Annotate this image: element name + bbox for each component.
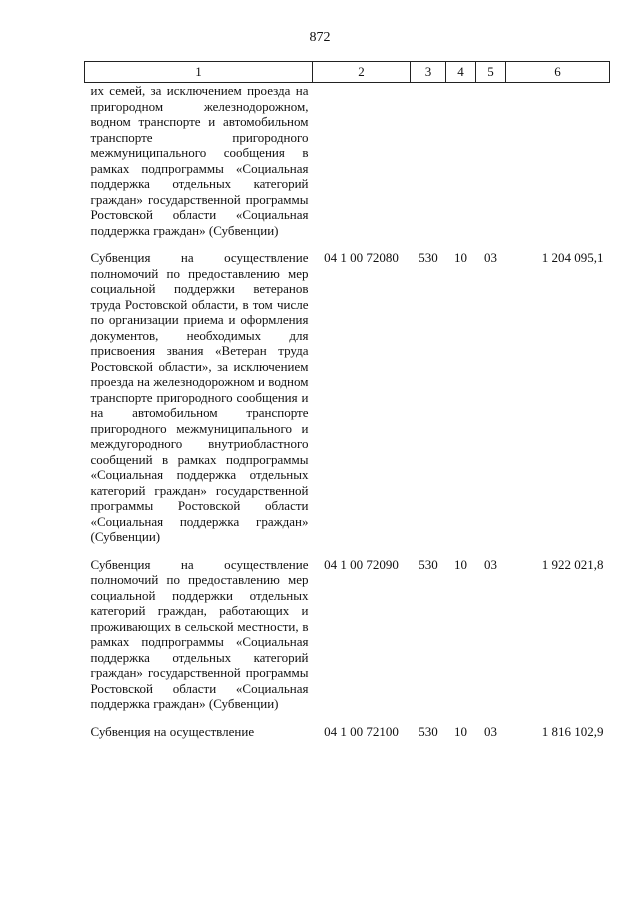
row-col3: 530	[418, 556, 438, 572]
row-code	[313, 83, 411, 251]
row-description: их семей, за исключением проезда на пригородном железнодорожном, водном транспорте и автомобильном транспорте пригородного межмуниципального сообщения в рамках подпрограммы «Социальная поддержка отдельных категорий граждан» государственной программы Ростовской области «Социальная поддержка граждан» (Субвенции)	[90, 83, 309, 238]
table-row	[85, 724, 610, 752]
header-col-5: 5	[476, 62, 506, 83]
table-body	[85, 83, 610, 752]
row-col3: 530	[418, 250, 438, 265]
row-amount: 1 816 102,9	[541, 723, 604, 739]
header-col-1: 1	[85, 62, 313, 83]
row-col3	[411, 83, 446, 251]
table-row	[85, 250, 610, 557]
row-description: Субвенция на осуществление полномочий по предоставлению мер социальной поддержки отдельных категорий граждан, работающих и проживающих в сельской местности, в рамках подпрограммы «Социальная поддержка отдельных категорий граждан» государственной программы Ростовской области «Социальная поддержка граждан» (Субвенции)	[90, 556, 309, 711]
row-description: Субвенция на осуществление полномочий по предоставлению мер социальной поддержки ветеранов труда Ростовской области, в том числе по организации приема и оформления документов, необходимых для присвоения звания «Ветеран труда Ростовской области», за исключением проезда на железнодорожном и водном транспорте пригородного сообщения и на автомобильном транспорте пригородного межмуниципального и междугородного внутриобластного сообщений в рамках подпрограммы «Социальная поддержка отдельных категорий граждан» государственной программы Ростовской области «Социальная поддержка граждан» (Субвенции)	[90, 250, 309, 544]
header-row	[85, 62, 610, 83]
header-col-3: 3	[411, 62, 446, 83]
row-col4: 10	[454, 556, 467, 572]
row-code: 04 1 00 72100	[324, 723, 399, 739]
row-col4	[446, 83, 476, 251]
row-col4: 10	[454, 723, 467, 739]
row-code: 04 1 00 72080	[324, 250, 399, 265]
page-number: 872	[309, 30, 331, 45]
row-col3: 530	[418, 723, 438, 739]
row-col4: 10	[454, 250, 467, 265]
table-header	[85, 62, 610, 83]
row-code: 04 1 00 72090	[324, 556, 399, 572]
header-col-2: 2	[313, 62, 411, 83]
table-row	[85, 557, 610, 724]
row-col5: 03	[484, 250, 497, 265]
row-description: Субвенция на осуществление	[90, 723, 255, 739]
header-col-6: 6	[506, 62, 610, 83]
header-col-4: 4	[446, 62, 476, 83]
row-amount	[506, 83, 610, 251]
row-col5: 03	[484, 723, 497, 739]
row-col5: 03	[484, 556, 497, 572]
row-col5	[476, 83, 506, 251]
table-row	[85, 83, 610, 251]
row-amount: 1 922 021,8	[541, 556, 604, 572]
row-amount: 1 204 095,1	[541, 250, 604, 265]
budget-table	[84, 61, 610, 751]
